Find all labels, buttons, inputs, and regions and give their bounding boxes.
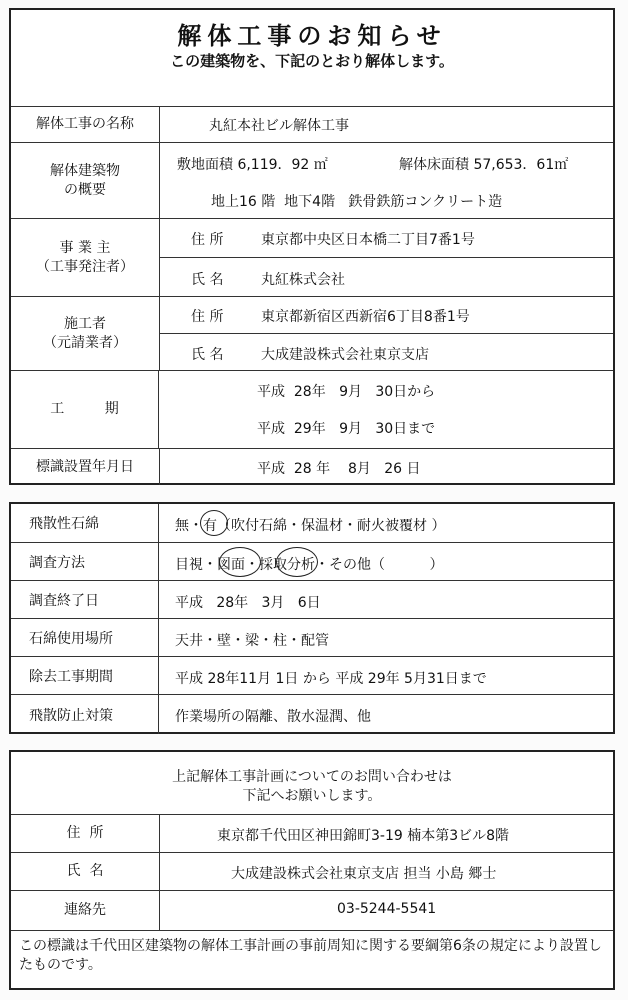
- survey-method-label: 調査方法: [11, 543, 159, 580]
- prevention-row: [11, 694, 613, 734]
- contact-phone-label: 連絡先: [11, 891, 160, 930]
- contact-name: 大成建設株式会社東京支店 担当 小島 郷士: [231, 866, 497, 882]
- contact-panel: [9, 750, 615, 990]
- removal-period: 平成 28年11月 1日 から 平成 29年 5月31日まで: [175, 671, 487, 687]
- survey-end-row: [11, 580, 613, 618]
- removal-period-label: 除去工事期間: [11, 657, 159, 694]
- asbestos-presence-row: [11, 504, 613, 542]
- owner-name-label: 氏 名: [191, 272, 224, 288]
- contact-name-row: [11, 852, 613, 890]
- floor-area: 解体床面積 57,653．61㎡: [399, 157, 569, 173]
- period-row: [11, 370, 613, 448]
- period-label: 工 期: [11, 371, 159, 448]
- contact-intro-line1: 上記解体工事計画についてのお問い合わせは: [172, 769, 452, 785]
- asbestos-panel: [9, 502, 615, 734]
- asbestos-presence-value: 無・有（吹付石綿・保温材・耐火被覆材 ）: [175, 518, 446, 534]
- contractor-address: 東京都新宿区西新宿6丁目8番1号: [261, 309, 470, 325]
- contact-address: 東京都千代田区神田錦町3-19 楠本第3ビル8階: [217, 828, 510, 844]
- sign-date: 平成 28 年 8月 26 日: [257, 461, 421, 477]
- overview-row: [11, 142, 613, 218]
- sign-date-label: 標識設置年月日: [11, 449, 160, 485]
- contractor-label: 施工者 （元請業者）: [11, 297, 160, 370]
- removal-period-row: [11, 656, 613, 694]
- selected-circle-mark: [219, 547, 261, 577]
- asbestos-location-row: [11, 618, 613, 656]
- asbestos-presence-label: 飛散性石綿: [11, 504, 159, 542]
- period-end: 平成 29年 9月 30日まで: [257, 421, 436, 437]
- site-area: 敷地面積 6,119．92 ㎡: [177, 157, 328, 173]
- demolition-notice-panel: [9, 8, 615, 485]
- building-structure: 地上16 階 地下4階 鉄骨鉄筋コンクリート造: [211, 194, 503, 210]
- selected-circle-mark: [276, 547, 318, 577]
- project-name-label: 解体工事の名称: [11, 107, 160, 142]
- footer-note: この標識は千代田区建築物の解体工事計画の事前周知に関する要綱第6条の規定により設置したものです。: [19, 938, 602, 973]
- owner-address: 東京都中央区日本橋二丁目7番1号: [261, 232, 475, 248]
- survey-end-label: 調査終了日: [11, 581, 159, 618]
- contractor-row: [11, 296, 613, 370]
- owner-label: 事 業 主 （工事発注者）: [11, 219, 160, 296]
- notice-subtitle: この建築物を、下記のとおり解体します。: [170, 52, 454, 70]
- contractor-name-label: 氏 名: [191, 347, 224, 363]
- contact-intro-line2: 下記へお願いします。: [242, 788, 382, 804]
- contact-address-row: [11, 814, 613, 852]
- project-name-row: [11, 106, 613, 142]
- survey-end-date: 平成 28年 3月 6日: [175, 595, 321, 611]
- sign-date-row: [11, 448, 613, 485]
- notice-title: 解体工事のお知らせ: [177, 22, 447, 50]
- prevention: 作業場所の隔離、散水湿潤、他: [175, 709, 371, 725]
- prevention-label: 飛散防止対策: [11, 695, 159, 734]
- asbestos-location-label: 石綿使用場所: [11, 619, 159, 656]
- period-start: 平成 28年 9月 30日から: [257, 384, 436, 400]
- contractor-address-label: 住 所: [191, 309, 224, 325]
- contact-phone-row: [11, 890, 613, 930]
- contractor-name: 大成建設株式会社東京支店: [261, 347, 429, 363]
- project-name-value: 丸紅本社ビル解体工事: [209, 117, 349, 134]
- contact-name-label: 氏 名: [11, 853, 160, 890]
- selected-circle-mark: [200, 510, 228, 536]
- survey-method-value: 目視・図面・採取分析・その他（ ）: [175, 557, 444, 573]
- overview-label: 解体建築物 の概要: [11, 143, 160, 218]
- contact-address-label: 住 所: [11, 815, 160, 852]
- asbestos-location: 天井・壁・梁・柱・配管: [175, 633, 329, 649]
- owner-row: [11, 218, 613, 296]
- owner-address-label: 住 所: [191, 232, 224, 248]
- contact-phone: 03-5244-5541: [337, 901, 437, 917]
- footer-row: [11, 930, 613, 988]
- survey-method-row: [11, 542, 613, 580]
- owner-name: 丸紅株式会社: [261, 272, 345, 288]
